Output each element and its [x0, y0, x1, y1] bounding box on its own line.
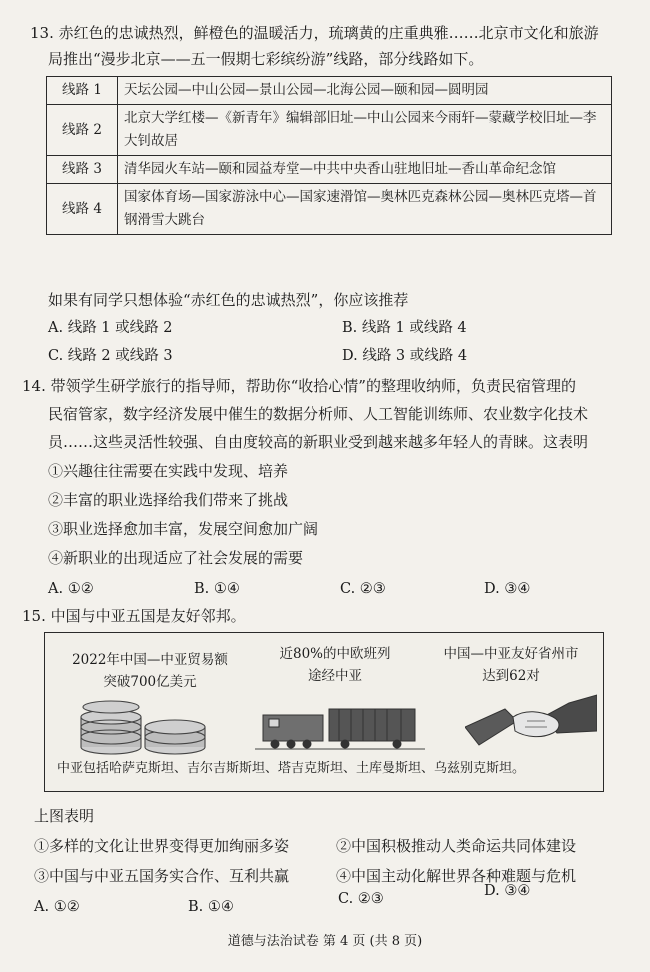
- route-content: 北京大学红楼—《新青年》编辑部旧址—中山公园来今雨轩—蒙藏学校旧址—李大钊故居: [118, 105, 612, 156]
- q14-option-d[interactable]: D. ③④: [484, 581, 531, 597]
- q13-option-d[interactable]: D. 线路 3 或线路 4: [342, 348, 468, 364]
- page-footer: 道德与法治试卷 第 4 页 (共 8 页): [227, 934, 423, 949]
- q14-stem-line3: 员……这些灵活性较强、自由度较高的新职业受到越来越多年轻人的青睐。这表明: [48, 433, 589, 451]
- q14-statement-4: ④新职业的出现适应了社会发展的需要: [48, 549, 304, 567]
- q14-option-b[interactable]: B. ①④: [194, 581, 240, 597]
- handshake-image: [465, 687, 597, 753]
- q14-statement-1: ①兴趣往往需要在实践中发现、培养: [48, 462, 289, 480]
- q15-statement-4: ④中国主动化解世界各种难题与危机: [336, 867, 577, 885]
- sister-text-line2: 达到62对: [482, 668, 540, 684]
- q15-info-box: [44, 632, 604, 792]
- trade-text-line1: 2022年中国—中亚贸易额: [72, 652, 228, 668]
- q14-option-a[interactable]: A. ①②: [48, 581, 94, 597]
- q15-option-c[interactable]: C. ②③: [338, 891, 384, 907]
- q13-question: 如果有同学只想体验“赤红色的忠诚热烈”，你应该推荐: [48, 291, 409, 309]
- route-content: 清华园火车站—颐和园益寿堂—中共中央香山驻地旧址—香山革命纪念馆: [118, 156, 612, 184]
- table-row: [47, 105, 612, 156]
- q15-statement-1: ①多样的文化让世界变得更加绚丽多姿: [34, 837, 290, 855]
- route-name: 线路 3: [47, 156, 118, 184]
- route-name: 线路 4: [47, 184, 118, 235]
- q13-option-c[interactable]: C. 线路 2 或线路 3: [48, 348, 173, 364]
- routes-table: [46, 76, 612, 235]
- route-name: 线路 1: [47, 77, 118, 105]
- train-text-line1: 近80%的中欧班列: [279, 646, 391, 662]
- q13-option-a[interactable]: A. 线路 1 或线路 2: [48, 320, 173, 336]
- q15-option-b[interactable]: B. ①④: [188, 899, 234, 915]
- q15-stem: 15. 中国与中亚五国是友好邻邦。: [22, 607, 246, 625]
- route-content: 天坛公园—中山公园—景山公园—北海公园—颐和园—圆明园: [118, 77, 612, 105]
- table-row: [47, 77, 612, 105]
- train-text-line2: 途经中亚: [308, 668, 362, 684]
- q15-option-d[interactable]: D. ③④: [484, 883, 531, 899]
- q15-statement-2: ②中国积极推动人类命运共同体建设: [336, 837, 577, 855]
- q14-statement-3: ③职业选择愈加丰富，发展空间愈加广阔: [48, 520, 319, 538]
- trade-text-line2: 突破700亿美元: [103, 674, 197, 690]
- q15-lead: 上图表明: [34, 807, 95, 825]
- q13-option-b[interactable]: B. 线路 1 或线路 4: [342, 320, 467, 336]
- q13-stem-line1: 13. 赤红色的忠诚热烈，鲜橙色的温暖活力，琉璃黄的庄重典雅……北京市文化和旅游: [30, 24, 599, 42]
- route-content: 国家体育场—国家游泳中心—国家速滑馆—奥林匹克森林公园—奥林匹克塔—首钢滑雪大跳台: [118, 184, 612, 235]
- q14-stem-line1: 14. 带领学生研学旅行的指导师，帮助你“收拾心情”的整理收纳师，负责民宿管理的: [22, 377, 576, 395]
- q13-stem-line2: 局推出“漫步北京——五一假期七彩缤纷游”线路，部分线路如下。: [48, 50, 484, 68]
- q14-stem-line2: 民宿管家，数字经济发展中催生的数据分析师、人工智能训练师、农业数字化技术: [48, 405, 589, 423]
- q14-statement-2: ②丰富的职业选择给我们带来了挑战: [48, 491, 289, 509]
- table-row: [47, 184, 612, 235]
- freight-train-image: [255, 701, 425, 753]
- q15-option-a[interactable]: A. ①②: [34, 899, 80, 915]
- sister-text-line1: 中国—中亚友好省州市: [443, 646, 579, 662]
- q14-option-c[interactable]: C. ②③: [340, 581, 386, 597]
- q15-statement-3: ③中国与中亚五国务实合作、互利共赢: [34, 867, 290, 885]
- table-row: [47, 156, 612, 184]
- central-asia-note: 中亚包括哈萨克斯坦、吉尔吉斯斯坦、塔吉克斯坦、土库曼斯坦、乌兹别克斯坦。: [57, 761, 526, 776]
- coin-stack-image: [75, 695, 225, 757]
- route-name: 线路 2: [47, 105, 118, 156]
